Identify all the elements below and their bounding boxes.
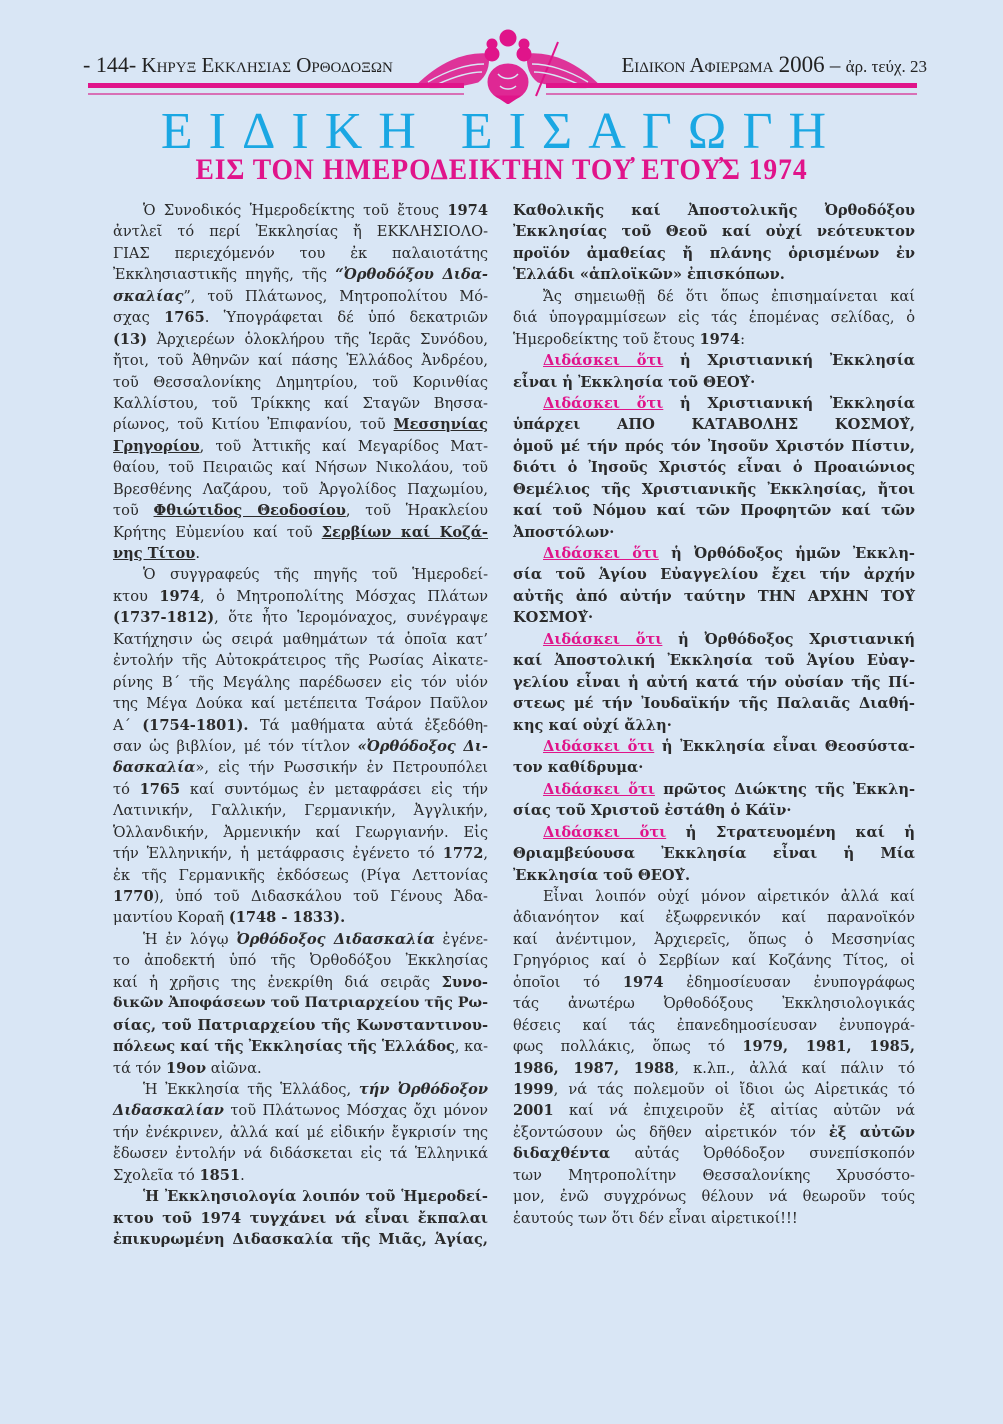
text-line [113, 822, 488, 843]
text-run: καί νά ἐπιχειροῦν ἐξ αἰτίας αὐτῶν νά [553, 1102, 915, 1120]
text-line [113, 1079, 488, 1100]
text-run: 1986, 1987, 1988 [513, 1059, 675, 1077]
article-subtitle: ΕΙΣ ΤΟΝ ΗΜΕΡΟΔΕΙΚΤΗΝ ΤΟΥ̓ ΕΤΟΥ̓Σ 1974 [195, 153, 808, 186]
text-line [513, 736, 915, 757]
eagle-crown-right [519, 39, 529, 49]
text-run: Γρηγορίου [113, 437, 200, 455]
text-line [513, 800, 915, 821]
text-run: Γρηγόριος καί ὁ Σερβίων καί Κοζάνης Τίτος, οἱ [513, 952, 915, 970]
text-run: Θεμέλιος τῆς Χριστιανικῆς Ἐκκλησίας, ἤτοι [513, 480, 915, 498]
text-run: 1772 [442, 845, 484, 863]
text-line [113, 650, 488, 671]
text-run: τοῦ Πλάτωνος Μόσχας ὄχι μόνον [223, 1102, 488, 1120]
text-line [113, 779, 488, 800]
text-run: Θριαμβεύουσα Ἐκκλησία εἶναι ἡ Μία [513, 845, 915, 863]
eagle-crown-center [500, 30, 516, 46]
text-run: 2001 [513, 1102, 554, 1120]
text-run: των Μητροπολίτην Θεσσαλονίκης Χρυσόστο- [513, 1166, 915, 1184]
text-line [113, 564, 488, 585]
text-run: σχας [113, 309, 165, 327]
text-run: Ἄς σημειωθῇ δέ ὅτι ὅπως ἐπισημαίνεται καί [543, 287, 915, 305]
text-line [113, 607, 488, 628]
text-run: σία τοῦ Ἁγίου Εὐαγγελίου ἔχει τήν ἀρχήν [513, 566, 915, 584]
text-run: ΓΙΑΣ περιεχόμενόν του ἐκ παλαιοτάτης [113, 244, 488, 262]
text-run: Φθιώτιδος Θεοδοσίου [153, 502, 346, 520]
text-run: διότι ὁ Ἰησοῦς Χριστός εἶναι ὁ Προαιώνιος [513, 459, 915, 477]
text-run: 19ον [165, 1059, 207, 1077]
text-line [513, 564, 915, 585]
text-line [113, 243, 488, 264]
text-line [513, 243, 915, 264]
text-run: ὁποῖοι τό [513, 973, 623, 991]
text-run: ἀντλεῖ τό περί Ἐκκλησίας ἤ ΕΚΚΛΗΣΙΟΛΟ- [113, 223, 488, 241]
text-run: (1737-1812) [113, 609, 215, 627]
text-run: ὑπάρχει ΑΠΟ ΚΑΤΑΒΟΛΗΣ ΚΟΣΜΟΥ̓, [513, 416, 915, 434]
text-line [113, 1100, 488, 1121]
text-run: ἐξ αὐτῶν [828, 1123, 915, 1141]
text-run: ἐξοντώσουν ὡς δῆθεν αἱρετικόν τόν [513, 1123, 829, 1141]
text-line [513, 372, 915, 393]
text-line [113, 1229, 488, 1250]
text-run: “Ὀρθοδόξου Διδα- [335, 266, 488, 284]
text-run: ἐντολήν τῆς Αὐτοκράτειρος τῆς Ρωσίας Αἰκατε- [113, 652, 488, 670]
text-line [113, 457, 488, 478]
text-line [513, 865, 915, 886]
text-run: 1999 [513, 1080, 554, 1098]
text-line [513, 1058, 915, 1079]
text-run: ἡ Ὀρθόδοξος Χριστιανική [662, 630, 915, 648]
text-line [513, 457, 915, 478]
text-run: δασκαλία [113, 759, 196, 777]
text-run: τά τόν [113, 1059, 166, 1077]
text-run: . Ὑπογράφεται δέ ὑπό δεκατριῶν [204, 309, 488, 327]
text-run: ἤτοι, τοῦ Ἀθηνῶν καί πάσης Ἑλλάδος Ἀνδρέου, [113, 352, 488, 370]
text-run: Συνο- [441, 973, 488, 991]
text-column-left [113, 200, 488, 1250]
text-line [513, 1122, 915, 1143]
text-line [513, 479, 915, 500]
text-run: , κ.λπ., ἀλλά καί πάλιν τό [674, 1059, 915, 1077]
eagle-crown-left [487, 39, 497, 49]
text-run: τάς ἀνωτέρω Ὀρθοδόξους Ἐκκλησιολογικάς [513, 995, 915, 1013]
text-run: διά ὑπογραμμίσεων εἰς τάς ἑπομένας σελίδας, ὁ [513, 309, 915, 327]
text-run: 1979, 1981, 1985, [742, 1038, 915, 1056]
text-line [513, 586, 915, 607]
running-header-right [621, 52, 927, 78]
text-run: τήν Ἑλληνικήν, ἡ μετάφρασις ἐγένετο τό [113, 845, 443, 863]
text-run: τον καθίδρυμα· [513, 759, 644, 777]
text-line [513, 779, 915, 800]
text-line [113, 307, 488, 328]
text-line [513, 950, 915, 971]
text-line [513, 929, 915, 950]
text-line [113, 1122, 488, 1143]
text-run: , τοῦ Ἡρακλείου [345, 502, 488, 520]
text-line [513, 972, 915, 993]
text-line [113, 286, 488, 307]
text-run: φως πολλάκις, ὅπως τό [513, 1038, 743, 1056]
eagle-body [488, 64, 528, 100]
text-run: τοῦ [113, 502, 154, 520]
text-run: δικῶν Ἀποφάσεων τοῦ Πατριαρχείου τῆς Ρω- [113, 995, 488, 1012]
text-run: ἡ Χριστιανική Ἐκκλησία [663, 394, 915, 412]
text-run: 1765 [139, 780, 181, 798]
text-run: (1754-1801). [142, 716, 249, 734]
text-line [513, 629, 915, 650]
text-run: », εἰς τήν Ρωσσικήν ἐν Πετρουπόλει [195, 759, 488, 777]
emphasis-phrase: Διδάσκει ὅτι [543, 630, 663, 648]
header-rule-right-thick [546, 83, 917, 88]
issue-title: Ειδικον Αφιερωμα [621, 53, 774, 77]
header-dash: – [829, 53, 841, 77]
text-line [113, 221, 488, 242]
text-line [113, 1208, 488, 1229]
text-run: (1748 - 1833). [228, 909, 346, 927]
text-run: αὐτῆς ἀπό αὐτήν ταύτην ΤΗΝ ΑΡΧΗΝ ΤΟΥ̓ [513, 587, 915, 605]
text-run: καί Ἀποστολική Ἐκκλησία τοῦ Ἁγίου Εὐαγ- [513, 652, 915, 670]
text-run: , τοῦ Ἀττικῆς καί Μεγαρίδος Ματ- [199, 437, 488, 455]
emphasis-phrase: Διδάσκει ὅτι [543, 780, 655, 798]
text-run: ἡ Χριστιανική Ἐκκλησία [663, 352, 915, 370]
text-line [113, 865, 488, 886]
text-line [113, 800, 488, 821]
text-run: θαίου, τοῦ Πειραιῶς καί Νήσων Νικολάου, τοῦ [113, 459, 488, 477]
text-line [513, 393, 915, 414]
double-headed-eagle-emblem [408, 24, 608, 104]
running-header-left [83, 52, 393, 78]
text-run: αἰῶνα. [206, 1059, 262, 1077]
text-line [513, 1186, 915, 1207]
text-run: πόλεως καί τῆς Ἐκκλησίας τῆς Ἑλλάδος [113, 1038, 455, 1056]
text-run: ἀδιανόητον καί ἐξωφρενικόν καί παρανοϊκόν [513, 909, 915, 927]
text-line [513, 1079, 915, 1100]
text-run: ἔδωσεν ἐντολήν νά διδάσκεται εἰς τά Ἑλληνικά [113, 1145, 488, 1163]
text-run: (13) [113, 330, 148, 348]
text-line [113, 393, 488, 414]
text-line [113, 886, 488, 907]
text-line [513, 1015, 915, 1036]
text-run: το ἀποδεκτή ὑπό τῆς Ὀρθοδόξου Ἐκκλησίας [113, 952, 488, 970]
text-line [113, 950, 488, 971]
text-run: σίας τοῦ Χριστοῦ ἐστάθη ὁ Κάϊν· [513, 802, 792, 820]
text-line [113, 1058, 488, 1079]
text-run: Ἡ ἐν λόγῳ [143, 930, 237, 948]
text-run: Λατινικήν, Γαλλικήν, Γερμανικήν, Ἀγγλικήν, [113, 802, 488, 820]
text-line [513, 221, 915, 242]
text-run: ἐδημοσίευσαν ἐνυπογράφως [663, 973, 915, 991]
text-line [113, 586, 488, 607]
text-run: Ἡμεροδείκτης τοῦ ἔτους [513, 330, 700, 348]
text-run: τήν ἐνέκρινεν, ἀλλά καί μέ εἰδικήν ἔγκρισίν της [113, 1123, 488, 1141]
text-run: ἐκ τῆς Γερμανικῆς ἐκδόσεως (Ρίγα Λεττονίας [113, 866, 488, 884]
text-run: Ἐκκλησίας τοῦ Θεοῦ καί οὐχί νεότευκτον [513, 223, 915, 241]
text-line [113, 350, 488, 371]
text-run: πρῶτος Διώκτης τῆς Ἐκκλη- [654, 780, 915, 798]
text-line [513, 329, 915, 350]
text-run: Σερβίων καί Κοζά- [321, 523, 488, 541]
page-number: - 144- [83, 52, 137, 77]
text-run: ρίνης Β΄ τῆς Μεγάλης παρέδωσεν εἰς τόν υἱόν [113, 673, 488, 691]
emphasis-phrase: Διδάσκει ὅτι [543, 823, 667, 841]
text-run: Κρήτης Εὐμενίου καί τοῦ [113, 523, 322, 541]
text-line [513, 843, 915, 864]
text-run: , κα- [454, 1038, 488, 1056]
text-run: καί ἀνέντιμον, Ἀρχιερεῖς, ὅπως ὁ Μεσσηνίας [513, 930, 915, 948]
text-run: ἡ Ἐκκλησία εἶναι Θεοσύστα- [654, 737, 915, 755]
text-line [113, 436, 488, 457]
text-line [113, 1186, 488, 1207]
text-line [513, 1165, 915, 1186]
text-run: κτου τοῦ 1974 τυγχάνει νά εἶναι ἔκπαλαι [113, 1209, 488, 1227]
text-run: Ἐκκλησιαστικῆς πηγῆς, τῆς [113, 266, 336, 284]
text-run: 1974 [699, 330, 741, 348]
text-line [513, 286, 915, 307]
text-run: Ὀρθόδοξος Διδασκαλία [236, 930, 435, 948]
text-line [513, 650, 915, 671]
text-run: Τά μαθήματα αὐτά ἐξεδόθη- [248, 716, 488, 734]
text-run: Εἶναι λοιπόν οὐχί μόνον αἱρετικόν ἀλλά καί [543, 888, 915, 905]
text-run: κτου [113, 587, 160, 605]
text-run: ΚΟΣΜΟΥ̓· [513, 609, 594, 627]
text-line [513, 1100, 915, 1121]
text-line [113, 264, 488, 285]
text-line [513, 693, 915, 714]
text-line [113, 1015, 488, 1036]
text-run: Καλλίστου, τοῦ Τρίκκης καί Σταγῶν Βησσα- [113, 394, 488, 412]
text-run: 1765 [164, 309, 205, 327]
text-run: σίας, τοῦ Πατριαρχείου τῆς Κωνσταντινου- [113, 1016, 488, 1034]
text-line [513, 436, 915, 457]
text-run: 1974 [622, 973, 664, 991]
text-line [513, 672, 915, 693]
publication-name: Κηρυξ Εκκλησιας Ορθοδοξων [141, 53, 393, 77]
text-line [113, 972, 488, 993]
text-run: , νά τάς πολεμοῦν οἱ ἴδιοι ὡς Αἱρετικάς τό [553, 1080, 915, 1098]
issue-number: ἀρ. τεύχ. 23 [845, 57, 927, 76]
text-line [513, 757, 915, 778]
text-line [113, 907, 488, 928]
text-run: μαντίου Κοραῆ [113, 909, 229, 927]
text-line [513, 886, 915, 907]
text-run: Ὁ συγγραφεύς τῆς πηγῆς τοῦ Ἡμεροδεί- [143, 566, 488, 584]
text-line [513, 522, 915, 543]
text-line [113, 757, 488, 778]
text-run: ἐπικυρωμένη Διδασκαλία τῆς Μιᾶς, Ἁγίας, [113, 1231, 488, 1248]
text-run: σαν ὡς βιβλίον, μέ τόν τίτλον [113, 737, 358, 755]
text-run: καί ἡ χρῆσις της ἐνεκρίθη διά σειρᾶς [113, 973, 442, 991]
text-line [513, 414, 915, 435]
text-line [113, 329, 488, 350]
text-line [113, 693, 488, 714]
text-run: της Μέγα Δούκα καί μετέπειτα Τσάρον Παῦλον [113, 695, 488, 713]
article-title: ΕΙΔΙΚΗ ΕΙΣΑΓΩΓΗ [160, 103, 843, 160]
emphasis-phrase: Διδάσκει ὅτι [543, 545, 659, 562]
text-line [113, 414, 488, 435]
text-run: . [240, 1166, 245, 1184]
text-line [113, 672, 488, 693]
text-line [513, 822, 915, 843]
text-run: Διδασκαλίαν [113, 1102, 224, 1120]
text-line [113, 200, 488, 221]
text-line [113, 1165, 488, 1186]
text-column-right [513, 200, 915, 1229]
text-run: καί συντόμως ἐν μεταφράσει εἰς τήν [180, 780, 489, 798]
text-run: Ὁλλανδικήν, Ἀρμενικήν καί Γεωργιανήν. Εἰς [113, 823, 488, 841]
text-run: 1974 [447, 202, 488, 219]
text-run: Ἡ Ἐκκλησιολογία λοιπόν τοῦ Ἡμεροδεί- [143, 1188, 488, 1206]
text-line [113, 1036, 488, 1057]
text-run: Ἡ Ἐκκλησία τῆς Ἑλλάδος, [143, 1080, 359, 1098]
text-run: Καθολικῆς καί Ἀποστολικῆς Ὀρθοδόξου [513, 202, 915, 219]
text-run: τοῦ Θεσσαλονίκης Δημητρίου, τοῦ Κορινθίας [113, 373, 488, 391]
text-line [513, 350, 915, 371]
text-line [113, 843, 488, 864]
text-line [113, 372, 488, 393]
text-run: Μεσσηνίας [393, 416, 488, 434]
text-run: Ἐκκλησία τοῦ ΘΕΟΥ̓. [513, 866, 691, 884]
text-run: Σχολεῖα τό [113, 1166, 200, 1184]
text-line [113, 736, 488, 757]
text-line [513, 543, 915, 564]
text-run: , ὅτε ἦτο Ἱερομόναχος, συνέγραψε [214, 609, 488, 627]
text-line [513, 993, 915, 1014]
text-run: Ἑλλάδι «ἁπλοϊκῶν» ἐπισκόπων. [513, 266, 785, 284]
text-run: Α΄ [113, 716, 143, 734]
text-run: , [483, 845, 488, 863]
text-line [113, 629, 488, 650]
text-run: διδαχθέντα [513, 1145, 611, 1163]
text-run: ὁμοῦ μέ τήν πρός τόν Ἰησοῦν Χριστόν Πίστιν, [513, 437, 915, 455]
text-line [513, 1143, 915, 1164]
text-run: «Ὀρθόδοξος Δι- [357, 737, 488, 755]
text-line [113, 500, 488, 521]
header-rule-right-thin [546, 93, 917, 95]
text-run: Ἀποστόλων· [513, 523, 615, 541]
text-run: κης καί οὐχί ἄλλη· [513, 716, 672, 734]
text-run: εἶναι ἡ Ἐκκλησία τοῦ ΘΕΟΥ̓· [513, 373, 756, 391]
text-run: αὐτάς Ὀρθόδοξον συνεπίσκοπόν [610, 1145, 915, 1163]
text-run: ἑαυτούς των ὅτι δέν εἶναι αἱρετικοί!!! [513, 1209, 798, 1227]
text-line [513, 200, 915, 221]
text-run: ), ὑπό τοῦ Διδασκάλου τοῦ Γένους Ἀδα- [153, 888, 488, 905]
text-run: γελίου εἶναι ἡ αὐτή κατά τήν οὐσίαν τῆς Πί- [513, 673, 915, 691]
text-line [113, 929, 488, 950]
text-run: ἡ Στρατευομένη καί ἡ [666, 823, 915, 841]
text-line [513, 907, 915, 928]
text-line [513, 607, 915, 628]
text-line [513, 264, 915, 285]
text-run: ἐγένε- [434, 930, 488, 948]
text-line [513, 715, 915, 736]
text-line [113, 1143, 488, 1164]
text-run: τήν Ὀρθόδοξον [358, 1080, 489, 1098]
text-line [513, 1208, 915, 1229]
text-line [113, 479, 488, 500]
text-run: τό [113, 780, 140, 798]
text-run: 1974 [159, 587, 200, 605]
emphasis-phrase: Διδάσκει ὅτι [543, 737, 655, 755]
text-run: στεως μέ τήν Ἰουδαϊκήν τῆς Παλαιᾶς Διαθή- [513, 695, 915, 713]
text-run: καί τοῦ Νόμου καί τῶν Προφητῶν καί τῶν [513, 502, 915, 520]
text-line [513, 307, 915, 328]
text-line [513, 500, 915, 521]
text-run: ”, τοῦ Πλάτωνος, Μητροπολίτου Μό- [183, 287, 488, 305]
text-run: ἡ Ὀρθόδοξος ἡμῶν Ἐκκλη- [658, 545, 915, 562]
header-rule-left-thin [88, 93, 464, 95]
emphasis-phrase: Διδάσκει ὅτι [543, 352, 664, 370]
text-run: Ὁ Συνοδικός Ἡμεροδείκτης τοῦ ἔτους [143, 202, 448, 219]
text-run: νης Τίτου [113, 545, 196, 562]
header-rule-left-thick [88, 83, 464, 88]
text-run: . [195, 545, 200, 562]
text-run: Κατήχησιν ὡς σειρά μαθημάτων τά ὁποῖα κατ’ [113, 630, 488, 648]
text-line [113, 715, 488, 736]
text-run: : [740, 330, 746, 348]
text-line [113, 993, 488, 1014]
issue-year: 2006 [778, 52, 825, 77]
text-run: προϊόν ἀμαθείας ἤ πλάνης ὁρισμένων ἐν [513, 244, 915, 262]
text-line [513, 1036, 915, 1057]
text-run: Ἀρχιερέων ὁλοκλήρου τῆς Ἱερᾶς Συνόδου, [147, 330, 488, 348]
text-run: ρίωνος, τοῦ Κιτίου Ἐπιφανίου, τοῦ [113, 416, 394, 434]
text-run: 1770 [113, 888, 154, 905]
text-run: σκαλίας [113, 287, 184, 305]
text-run: , ὁ Μητροπολίτης Μόσχας Πλάτων [199, 587, 489, 605]
text-line [113, 543, 488, 564]
text-line [113, 522, 488, 543]
text-run: μον, ἐνῶ συγχρόνως θέλουν νά θεωροῦν τούς [513, 1188, 915, 1206]
text-run: Βρεσθένης Λαζάρου, τοῦ Ἀργολίδος Παχωμίου, [113, 480, 488, 498]
text-run: θέσεις καί τάς ἐπανεδημοσίευσαν ἐνυπογρά- [513, 1016, 915, 1034]
emphasis-phrase: Διδάσκει ὅτι [543, 394, 664, 412]
text-run: 1851 [199, 1166, 241, 1184]
